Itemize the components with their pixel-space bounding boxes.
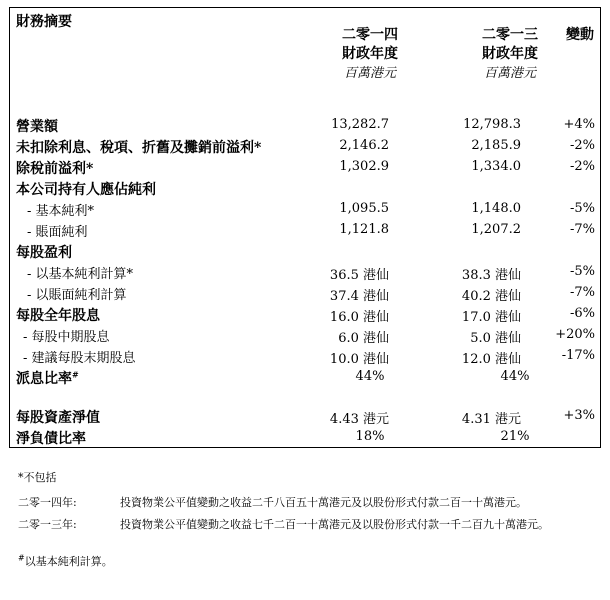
value-fy2013: 1,148.0 [471, 201, 521, 216]
value-fy2013: 1,207.2 [471, 222, 521, 237]
footnote-2013-text: 投資物業公平值變動之收益七千二百一十萬港元及以股份形式付款一千二百九十萬港元。 [120, 518, 549, 531]
column-header-fy2014: 二零一四 財政年度 百萬港元 [342, 27, 398, 81]
footnote-hash-text: 以基本純利計算。 [24, 555, 113, 568]
value-fy2013: 2,185.9 [471, 138, 521, 153]
value-fy2014: 36.5 港仙 [329, 268, 389, 283]
footnote-2014-label: 二零一四年: [18, 496, 77, 509]
row-label: 營業額 [16, 119, 58, 135]
value-fy2013: 40.2 港仙 [461, 289, 521, 304]
value-change: -2% [569, 138, 595, 153]
row-label: - 以基本純利計算* [27, 267, 134, 282]
value-change: +3% [563, 408, 595, 423]
value-fy2013: 12.0 港仙 [461, 352, 521, 367]
value-fy2013: 12,798.3 [463, 117, 521, 132]
footnote-2013 [18, 516, 549, 532]
table-row [10, 303, 600, 324]
value-fy2014: 6.0 港仙 [338, 331, 389, 346]
table-row [10, 198, 600, 219]
table-row [10, 324, 600, 345]
value-fy2014: 10.0 港仙 [329, 352, 389, 367]
value-fy2014: 13,282.7 [331, 117, 389, 132]
row-label: 派息比率# [16, 369, 79, 387]
value-change: -17% [561, 348, 595, 363]
value-change: -2% [569, 159, 595, 174]
value-change: -5% [569, 201, 595, 216]
row-label: 每股盈利 [16, 245, 72, 261]
value-fy2014: 37.4 港仙 [329, 289, 389, 304]
value-change: -7% [569, 285, 595, 300]
value-fy2013: 21% [500, 429, 530, 444]
table-row [10, 240, 600, 261]
row-label: 每股全年股息 [16, 308, 100, 324]
row-label: 未扣除利息、稅項、折舊及攤銷前溢利* [16, 140, 262, 156]
footnote-2013-label: 二零一三年: [18, 518, 77, 531]
value-fy2013: 44% [500, 369, 530, 384]
value-fy2014: 44% [355, 369, 385, 384]
row-label: - 基本純利* [27, 204, 95, 219]
table-row [10, 261, 600, 282]
row-label: 本公司持有人應佔純利 [16, 182, 156, 198]
footnote-2014-text: 投資物業公平值變動之收益二千八百五十萬港元及以股份形式付款二百一十萬港元。 [120, 496, 527, 509]
hash-mark: # [18, 553, 25, 563]
footnote-star: *不包括 [18, 471, 57, 484]
value-fy2013: 4.31 港元 [461, 412, 521, 427]
value-fy2014: 18% [355, 429, 385, 444]
row-label: - 建議每股末期股息 [23, 351, 136, 366]
row-label: - 以賬面純利計算 [27, 288, 127, 303]
value-fy2013: 38.3 港仙 [461, 268, 521, 283]
value-fy2014: 2,146.2 [339, 138, 389, 153]
value-fy2014: 1,095.5 [339, 201, 389, 216]
table-row [10, 219, 600, 240]
table-row [10, 135, 600, 156]
value-fy2014: 4.43 港元 [329, 412, 389, 427]
value-fy2013: 17.0 港仙 [461, 310, 521, 325]
value-fy2014: 1,121.8 [339, 222, 389, 237]
table-title: 財務摘要 [16, 14, 72, 30]
value-change: -6% [569, 306, 595, 321]
value-change: -5% [569, 264, 595, 279]
row-label: 每股資產淨值 [16, 410, 100, 426]
footnote-2014 [18, 494, 527, 510]
footnote-hash [18, 553, 113, 569]
table-row [10, 405, 600, 426]
table-row [10, 366, 600, 387]
table-row [10, 177, 600, 198]
value-change: -7% [569, 222, 595, 237]
table-row [10, 426, 600, 447]
column-header-fy2013: 二零一三 財政年度 百萬港元 [482, 27, 538, 81]
value-fy2014: 16.0 港仙 [329, 310, 389, 325]
table-row [10, 156, 600, 177]
row-label: 淨負債比率 [16, 431, 86, 447]
row-label: - 賬面純利 [27, 225, 88, 240]
row-label: - 每股中期股息 [23, 330, 110, 345]
value-change: +20% [555, 327, 595, 342]
table-row [10, 282, 600, 303]
table-row [10, 114, 600, 135]
value-change: +4% [563, 117, 595, 132]
value-fy2013: 1,334.0 [471, 159, 521, 174]
table-row [10, 345, 600, 366]
column-header-change: 變動 [566, 27, 594, 43]
value-fy2014: 1,302.9 [339, 159, 389, 174]
value-fy2013: 5.0 港仙 [470, 331, 521, 346]
hash-footnote-mark: # [72, 369, 79, 380]
financial-summary-table [9, 7, 601, 448]
row-label: 除稅前溢利* [16, 161, 94, 177]
